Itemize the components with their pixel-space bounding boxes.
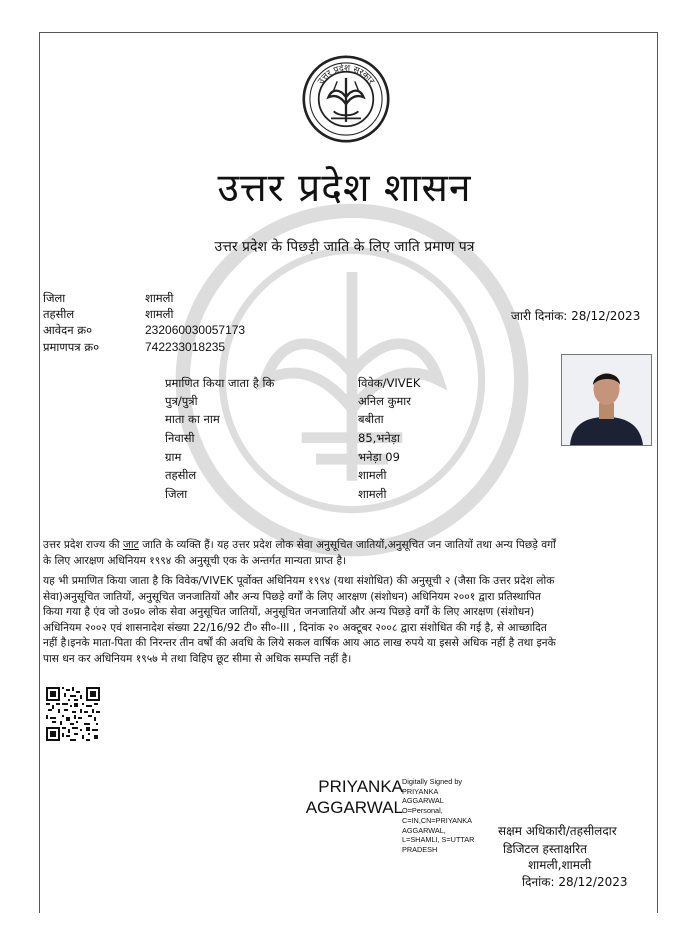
father-name-value: अनिल कुमार [358,394,411,408]
certification-line: नहीं है।इनके माता-पिता की निरन्तर तीन वर्षों की अवधि के लिये सकल वार्षिक आय आठ लाख रुपये या इससे अधिक नहीं है तथा इनके [43,637,556,650]
person-label-parent: पुत्र/पुत्री [165,394,198,408]
digital-signature-line: AGGARWAL, [402,825,446,835]
digital-signature-line: PRADESH [402,844,438,854]
digital-signature-block[interactable] [402,777,474,855]
person-label-district: जिला [165,487,188,501]
digital-signature-line: O=Personal, [402,806,443,816]
certification-paragraph [43,574,643,668]
certificate-number-value: 742233018235 [145,340,226,354]
tehsil-label: तहसील [43,307,75,321]
certificate-subtitle: उत्तर प्रदेश के पिछड़ी जाति के लिए जाति प्रमाण पत्र [214,239,475,255]
person-name-value: विवेक/VIVEK [358,376,421,390]
authority-date: दिनांक: 28/12/2023 [522,875,628,889]
certification-line: पास धन कर अधिनियम १९५७ मे तथा विहिप छूट सीमा से अधिक सम्पत्ति नहीं है। [43,652,352,665]
digital-signature-line: PRIYANKA [402,786,439,796]
mother-name-value: बबीता [358,412,384,426]
caste-paragraph [43,538,643,569]
authority-designation: सक्षम अधिकारी/तहसीलदार [498,824,617,838]
signer-name-line: AGGARWAL [305,798,403,817]
person-label-resident: निवासी [165,431,195,445]
village-value: भनेड़ा 09 [358,450,400,464]
person-label-tehsil: तहसील [165,468,197,482]
person-label-mother: माता का नाम [165,412,220,426]
caste-name: जाट [122,539,139,551]
person-label-certify: प्रमाणित किया जाता है कि [165,376,275,390]
up-emblem-logo [302,55,390,143]
application-number-value: 232060030057173 [145,323,246,337]
person-district-value: शामली [358,487,387,501]
svg-text:उत्तर प्रदेश सरकार: उत्तर प्रदेश सरकार [316,63,376,87]
digital-signature-line: Digitally Signed by [402,777,463,786]
issue-date: जारी दिनांक: 28/12/2023 [511,309,641,323]
caste-text-b: जाति के व्यक्ति हैं। यह उत्तर प्रदेश लोक सेवा अनुसूचित जातियों,अनुसूचित जन जातियों तथा अन्य पिछड़े वर्गों [138,539,556,551]
caste-paragraph-line: के लिए आरक्षण अधिनियम १९९४ की अनुसूची एक के अन्तर्गत मान्यता प्राप्त है। [43,554,347,567]
certification-line: किया गया है एंव जो उ०प्र० लोक सेवा अनुसूचित जातियों, अनुसूचित जनजातियों और अन्य पिछड़े वर्गों के लिए आरक्षण (संशोधन) [43,606,535,619]
caste-paragraph-line [43,538,643,554]
tehsil-value: शामली [145,307,174,321]
person-photo-icon [562,355,651,445]
authority-location: शामली,शामली [528,858,592,872]
resident-value: 85,भनेड़ा [358,431,400,445]
certification-line: यह भी प्रमाणित किया जाता है कि विवेक/VIVEK पूर्वोक्त अधिनियम १९९४ (यथा संशोधित) की अनुसूची २ (जैसा कि उत्तर प्रदेश लोक [43,575,555,587]
person-tehsil-value: शामली [358,468,387,482]
qr-code[interactable] [46,687,100,741]
person-label-village: ग्राम [165,450,182,464]
caste-text-a: उत्तर प्रदेश राज्य की [43,539,123,551]
signer-name-line: PRIYANKA [318,777,403,796]
certification-line: अधिनियम २००२ एवं शासनादेश संख्या 22/16/92 टी० सी०-III , दिनांक २० अक्टूबर २००८ द्वारा संशोधित की गई है, से आच्छादित [43,621,547,634]
certificate-number-label: प्रमाणपत्र क्र० [43,340,100,354]
government-title: उत्तर प्रदेश शासन [217,166,472,211]
certification-line: सेवा)अनुसूचित जातियों, अनुसूचित जनजातियों और अन्य पिछड़े वर्गों के लिए आरक्षण (संशोधन) अधिनियम २००१ द्वारा प्रतिस्थापित [43,590,541,603]
district-label: जिला [43,291,66,305]
applicant-photo [561,354,652,446]
application-number-label: आवेदन क्र० [43,323,93,337]
authority-digital-signed: डिजिटल हस्ताक्षरित [503,842,587,856]
signer-name [283,776,403,818]
digital-signature-line: AGGARWAL [402,796,444,806]
district-value: शामली [145,291,174,305]
digital-signature-line: C=IN,CN=PRIYANKA [402,815,473,825]
digital-signature-line: L=SHAMLI, S=UTTAR [402,835,475,845]
